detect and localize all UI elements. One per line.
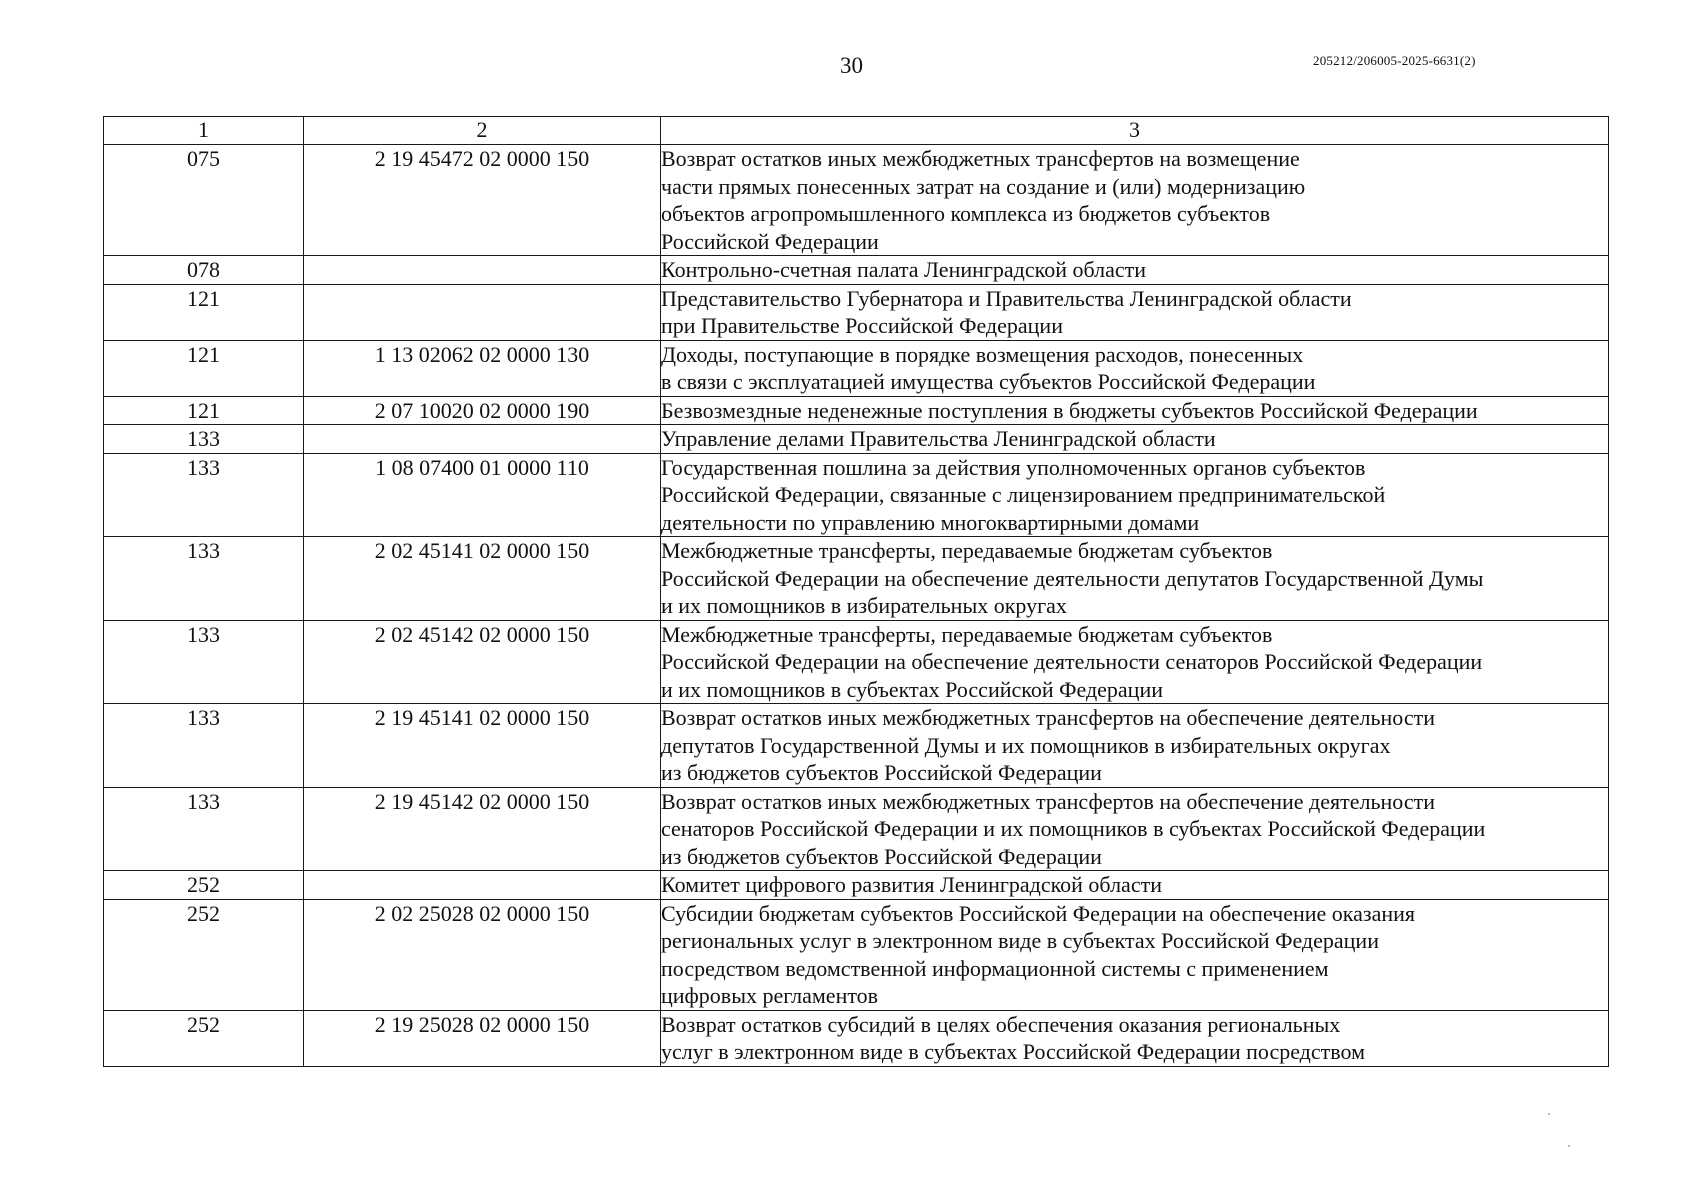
- revenue-code-cell: [304, 425, 661, 454]
- revenue-name-line: цифровых регламентов: [661, 983, 879, 1008]
- revenue-name-line: и их помощников в избирательных округах: [661, 593, 1067, 618]
- revenue-name-line: Российской Федерации, связанные с лицензированием предпринимательской: [661, 482, 1386, 507]
- admin-code-cell: 075: [104, 145, 304, 256]
- revenue-name-cell: [661, 453, 1609, 537]
- revenue-code-cell: 1 13 02062 02 0000 130: [304, 340, 661, 396]
- table-row: [104, 284, 1609, 340]
- revenue-name-line: Возврат остатков иных межбюджетных трансфертов на обеспечение деятельности: [661, 788, 1435, 814]
- revenue-code-cell: 2 07 10020 02 0000 190: [304, 396, 661, 425]
- revenue-name-line: Российской Федерации на обеспечение деятельности сенаторов Российской Федерации: [661, 649, 1483, 674]
- table-row: [104, 899, 1609, 1010]
- revenue-code-cell: 2 02 45141 02 0000 150: [304, 537, 661, 621]
- admin-code-cell: 252: [104, 1010, 304, 1066]
- revenue-name-line: Российской Федерации: [661, 228, 879, 254]
- revenue-name-line: Возврат остатков иных межбюджетных трансфертов на обеспечение деятельности: [661, 705, 1435, 730]
- revenue-name-cell: [661, 1010, 1609, 1066]
- revenue-name-line: Представительство Губернатора и Правительства Ленинградской области: [661, 285, 1352, 311]
- column-header-2: 2: [304, 117, 661, 145]
- revenue-name-line: Возврат остатков иных межбюджетных трансфертов на возмещение: [661, 146, 1300, 171]
- revenue-code-cell: 2 19 45141 02 0000 150: [304, 704, 661, 788]
- revenue-code-cell: [304, 256, 661, 285]
- revenue-code-cell: 2 19 25028 02 0000 150: [304, 1010, 661, 1066]
- table-row: [104, 396, 1609, 425]
- column-header-3: 3: [661, 117, 1609, 145]
- revenue-name-line: депутатов Государственной Думы и их помощников в избирательных округах: [661, 732, 1391, 758]
- revenue-name-line: из бюджетов субъектов Российской Федерации: [661, 760, 1102, 785]
- table-row: [104, 425, 1609, 454]
- admin-code-cell: 121: [104, 284, 304, 340]
- revenue-name-line: услуг в электронном виде в субъектах Российской Федерации посредством: [661, 1039, 1365, 1064]
- revenue-name-cell: [661, 425, 1609, 454]
- revenue-name-line: Безвозмездные неденежные поступления в бюджеты субъектов Российской Федерации: [661, 397, 1478, 423]
- revenue-name-cell: [661, 537, 1609, 621]
- document-code: 205212/206005-2025-6631(2): [1313, 53, 1476, 68]
- revenue-name-line: части прямых понесенных затрат на создание и (или) модернизацию: [661, 173, 1306, 199]
- revenue-name-line: Межбюджетные трансферты, передаваемые бюджетам субъектов: [661, 538, 1273, 563]
- revenue-name-cell: [661, 284, 1609, 340]
- revenue-name-line: деятельности по управлению многоквартирными домами: [661, 509, 1200, 535]
- revenue-name-cell: [661, 704, 1609, 788]
- table-row: [104, 145, 1609, 256]
- revenue-name-line: и их помощников в субъектах Российской Федерации: [661, 676, 1163, 702]
- table-row: [104, 537, 1609, 621]
- admin-code-cell: 133: [104, 704, 304, 788]
- admin-code-cell: 133: [104, 425, 304, 454]
- revenue-name-line: Субсидии бюджетам субъектов Российской Федерации на обеспечение оказания: [661, 900, 1416, 926]
- admin-code-cell: 133: [104, 620, 304, 704]
- revenue-code-cell: 2 02 45142 02 0000 150: [304, 620, 661, 704]
- revenue-name-line: Российской Федерации на обеспечение деятельности депутатов Государственной Думы: [661, 565, 1484, 591]
- admin-code-cell: 133: [104, 537, 304, 621]
- revenue-name-line: из бюджетов субъектов Российской Федерации: [661, 843, 1102, 869]
- revenue-name-line: сенаторов Российской Федерации и их помощников в субъектах Российской Федерации: [661, 816, 1486, 841]
- revenue-name-line: Доходы, поступающие в порядке возмещения расходов, понесенных: [661, 341, 1304, 367]
- table-row: [104, 256, 1609, 285]
- revenue-code-cell: [304, 871, 661, 900]
- admin-code-cell: 133: [104, 787, 304, 871]
- admin-code-cell: 252: [104, 871, 304, 900]
- admin-code-cell: 121: [104, 340, 304, 396]
- revenue-code-cell: 2 19 45472 02 0000 150: [304, 145, 661, 256]
- revenue-name-cell: [661, 871, 1609, 900]
- revenue-name-cell: [661, 256, 1609, 285]
- column-header-1: 1: [104, 117, 304, 145]
- table-row: [104, 453, 1609, 537]
- table-row: [104, 620, 1609, 704]
- revenue-name-cell: [661, 340, 1609, 396]
- admin-code-cell: 078: [104, 256, 304, 285]
- table-body: [104, 145, 1609, 1067]
- table-row: [104, 1010, 1609, 1066]
- table-row: [104, 787, 1609, 871]
- table-header-row: [104, 117, 1609, 145]
- admin-code-cell: 252: [104, 899, 304, 1010]
- table-row: [104, 704, 1609, 788]
- revenue-name-cell: [661, 787, 1609, 871]
- table-row: [104, 871, 1609, 900]
- admin-code-cell: 121: [104, 396, 304, 425]
- admin-code-cell: 133: [104, 453, 304, 537]
- revenue-name-cell: [661, 396, 1609, 425]
- revenue-name-line: при Правительстве Российской Федерации: [661, 313, 1063, 338]
- revenue-name-line: Контрольно-счетная палата Ленинградской области: [661, 257, 1147, 282]
- revenue-codes-table: [103, 116, 1609, 1067]
- page-number: 30: [840, 53, 863, 78]
- revenue-name-line: Комитет цифрового развития Ленинградской области: [661, 872, 1162, 897]
- revenue-name-line: Государственная пошлина за действия уполномоченных органов субъектов: [661, 454, 1366, 480]
- revenue-name-line: в связи с эксплуатацией имущества субъектов Российской Федерации: [661, 369, 1316, 394]
- revenue-name-line: посредством ведомственной информационной системы с применением: [661, 955, 1329, 981]
- revenue-name-line: региональных услуг в электронном виде в субъектах Российской Федерации: [661, 928, 1379, 953]
- revenue-code-cell: 2 19 45142 02 0000 150: [304, 787, 661, 871]
- revenue-name-cell: [661, 899, 1609, 1010]
- revenue-name-line: Возврат остатков субсидий в целях обеспечения оказания региональных: [661, 1011, 1341, 1037]
- revenue-name-line: Управление делами Правительства Ленинградской области: [661, 426, 1216, 451]
- revenue-code-cell: 2 02 25028 02 0000 150: [304, 899, 661, 1010]
- revenue-name-line: объектов агропромышленного комплекса из бюджетов субъектов: [661, 201, 1271, 226]
- scan-speck: [1548, 1113, 1550, 1115]
- scan-speck: [1568, 1145, 1570, 1147]
- revenue-code-cell: [304, 284, 661, 340]
- table-row: [104, 340, 1609, 396]
- revenue-name-cell: [661, 620, 1609, 704]
- revenue-code-cell: 1 08 07400 01 0000 110: [304, 453, 661, 537]
- revenue-name-cell: [661, 145, 1609, 256]
- revenue-name-line: Межбюджетные трансферты, передаваемые бюджетам субъектов: [661, 621, 1273, 647]
